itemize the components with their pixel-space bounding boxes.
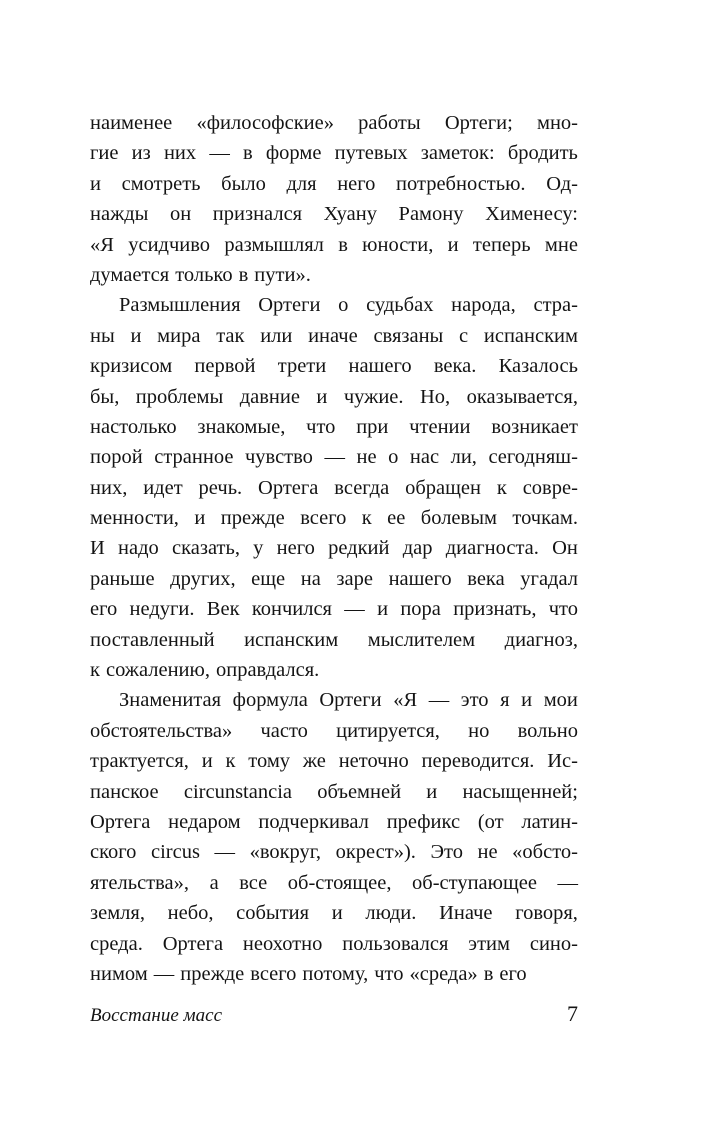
text-line: бы, проблемы давние и чужие. Но, оказывается, [90, 385, 578, 408]
text-line: «Я усидчиво размышлял в юности, и теперь мне [90, 233, 578, 256]
text-line: панское circunstancia объемней и насыщенней; [90, 780, 578, 803]
text-line: настолько знакомые, что при чтении возникает [90, 415, 578, 438]
text-line: них, идет речь. Ортега всегда обращен к совре- [90, 476, 578, 499]
text-line: ны и мира так или иначе связаны с испанским [90, 324, 578, 347]
text-line: поставленный испанским мыслителем диагноз, [90, 628, 578, 651]
text-line: и смотреть было для него потребностью. Од- [90, 172, 578, 195]
text-line: Размышления Ортеги о судьбах народа, стра- [119, 294, 578, 317]
text-line: обстоятельства» часто цитируется, но вольно [90, 719, 578, 742]
text-line: И надо сказать, у него редкий дар диагноста. Он [90, 537, 578, 560]
text-line: менности, и прежде всего к ее болевым точкам. [90, 507, 578, 530]
text-line: Ортега недаром подчеркивал префикс (от латин- [90, 810, 578, 833]
running-title: Восстание масс [90, 1005, 223, 1026]
paragraph [90, 108, 578, 290]
text-line: Знаменитая формула Ортеги «Я — это я и мои [119, 689, 578, 712]
paragraph [90, 685, 578, 989]
page-footer [90, 1001, 578, 1027]
text-line: кризисом первой трети нашего века. Казалось [90, 355, 578, 378]
text-line: думается только в пути». [90, 263, 311, 286]
body-text [90, 108, 578, 989]
text-line: к сожалению, оправдался. [90, 659, 320, 682]
text-line: наименее «философские» работы Ортеги; мно- [90, 112, 578, 134]
page-number: 7 [567, 1001, 578, 1026]
text-line: земля, небо, события и люди. Иначе говоря, [90, 902, 578, 925]
text-line: трактуется, и к тому же неточно переводится. Ис- [90, 750, 578, 773]
text-line: среда. Ортега неохотно пользовался этим сино- [90, 932, 578, 955]
text-line: раньше других, еще на заре нашего века угадал [90, 567, 578, 590]
paragraph [90, 290, 578, 685]
text-line: гие из них — в форме путевых заметок: бродить [90, 142, 578, 165]
text-line: его недуги. Век кончился — и пора признать, что [90, 598, 578, 621]
text-line: ятельства», а все об-стоящее, об-ступающее — [90, 871, 578, 894]
text-line: порой странное чувство — не о нас ли, сегодняш- [90, 446, 578, 469]
text-line: ского circus — «вокруг, окрест»). Это не «обсто- [90, 841, 578, 864]
text-line: нажды он признался Хуану Рамону Хименесу: [90, 203, 578, 226]
text-line: нимом — прежде всего потому, что «среда» в его [90, 962, 527, 985]
